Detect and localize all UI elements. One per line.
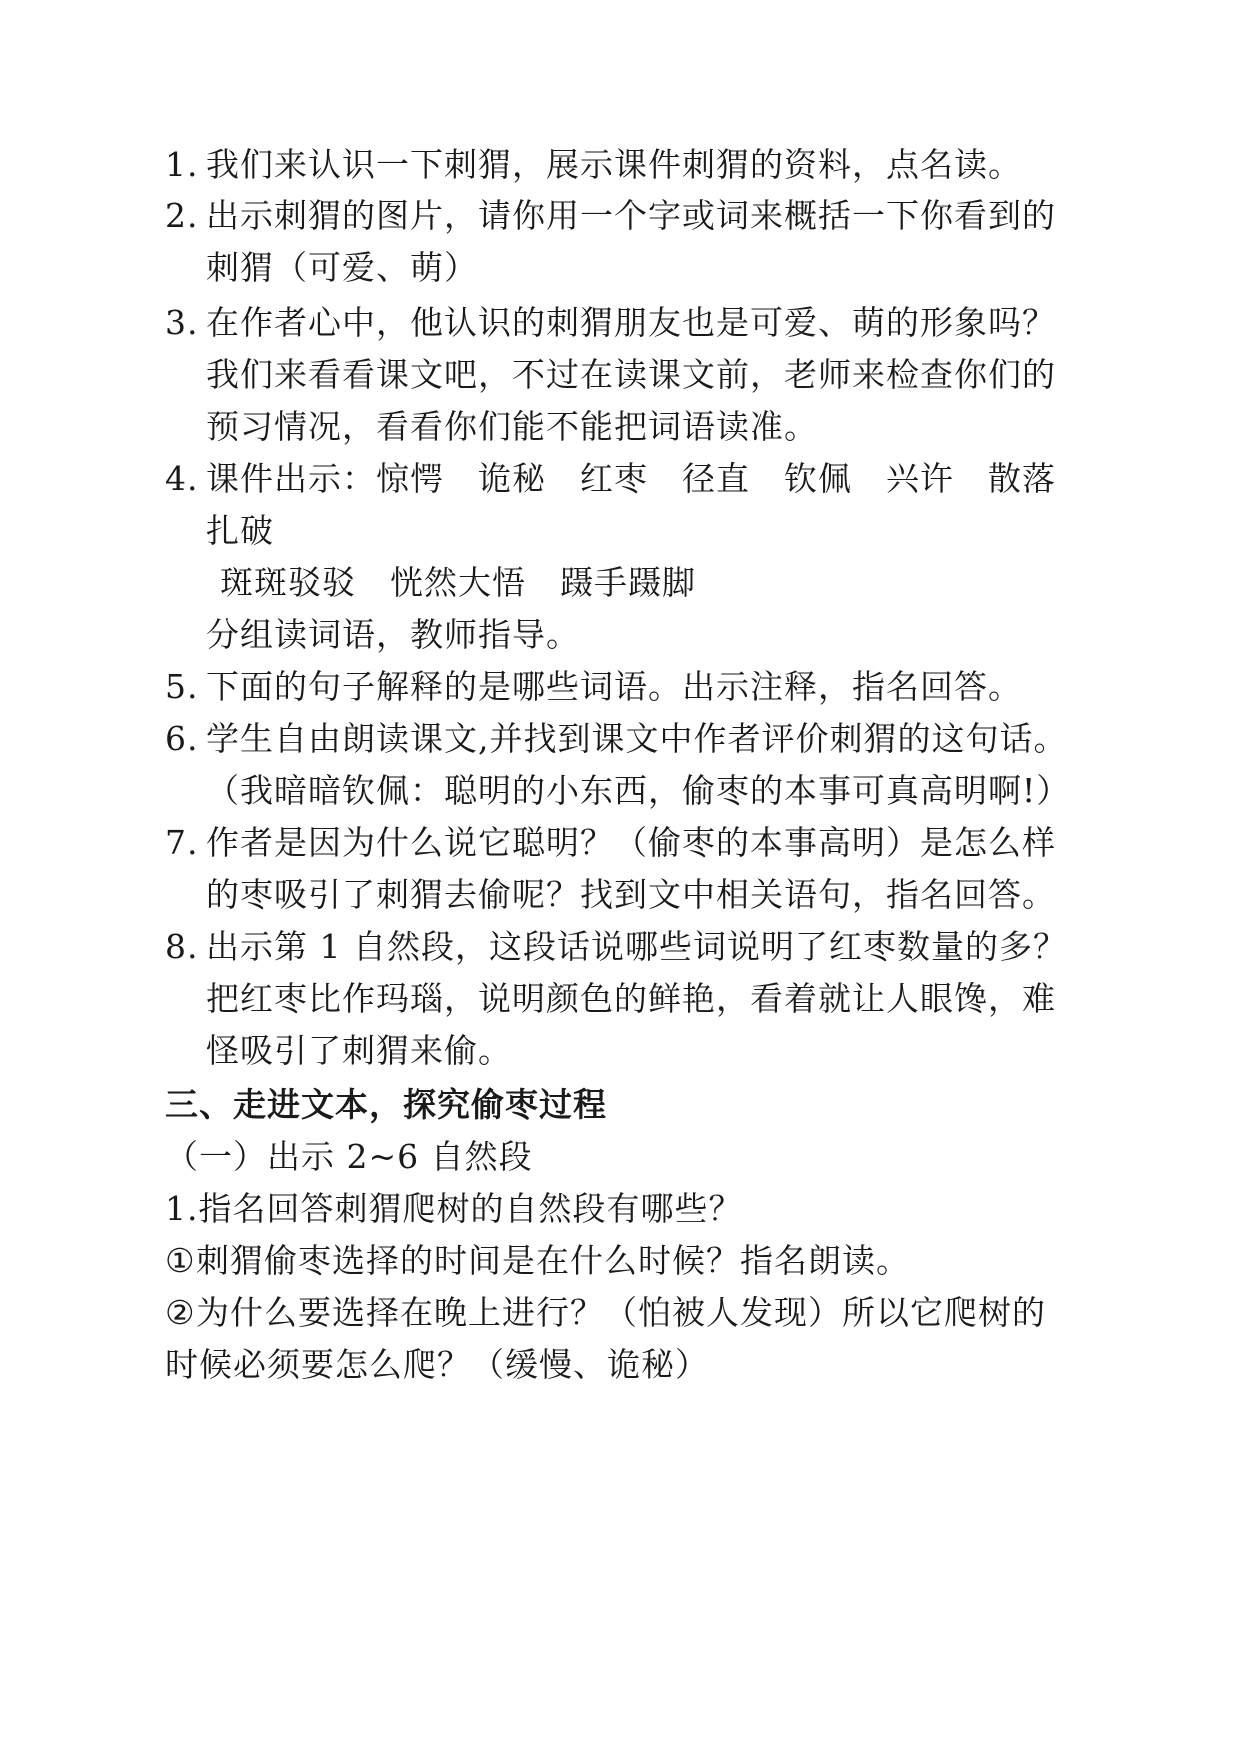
list-text: 学生自由朗读课文,并找到课文中作者评价刺猬的这句话。: [206, 719, 1068, 758]
list-item-3: [165, 303, 1056, 343]
list-text: 作者是因为什么说它聪明？（偷枣的本事高明）是怎么样: [206, 823, 1056, 862]
circled-number: ②: [165, 1293, 196, 1332]
sub-question-text: 为什么要选择在晚上进行？（怕被人发现）所以它爬树的: [196, 1293, 1046, 1332]
sub-question-2: [165, 1293, 1046, 1333]
list-text: 我们来认识一下刺猬，展示课件刺猬的资料，点名读。: [206, 145, 1022, 184]
instruction-line: 分组读词语，教师指导。: [206, 615, 580, 654]
question-1: 1.指名回答刺猬爬树的自然段有哪些？: [165, 1189, 743, 1228]
list-item-1: [165, 145, 1022, 185]
list-text: 在作者心中，他认识的刺猬朋友也是可爱、萌的形象吗？: [206, 303, 1056, 342]
vocab-line: 斑斑驳驳 恍然大悟 蹑手蹑脚: [220, 563, 696, 602]
list-text: 出示刺猬的图片，请你用一个字或词来概括一下你看到的: [206, 196, 1056, 235]
list-number: 1.: [165, 145, 199, 184]
list-text: 课件出示：惊愕 诡秘 红枣 径直 钦佩 兴许 散落: [206, 459, 1056, 498]
sub-question-text: 刺猬偷枣选择的时间是在什么时候？指名朗读。: [196, 1241, 910, 1280]
list-item-8-cont: 把红枣比作玛瑙，说明颜色的鲜艳，看着就让人眼馋，难: [206, 979, 1056, 1018]
sub-question-1: [165, 1241, 910, 1281]
list-item-2-cont: 刺猬（可爱、萌）: [206, 248, 478, 287]
list-item-4-cont: 扎破: [206, 511, 274, 550]
sub-heading: （一）出示 2~6 自然段: [165, 1137, 533, 1176]
list-item-6-cont: （我暗暗钦佩：聪明的小东西，偷枣的本事可真高明啊!）: [206, 771, 1071, 810]
list-text: 出示第 1 自然段，这段话说哪些词说明了红枣数量的多？: [206, 927, 1067, 966]
list-item-4: [165, 459, 1056, 499]
list-item-7-cont: 的枣吸引了刺猬去偷呢？找到文中相关语句，指名回答。: [206, 875, 1056, 914]
list-number: 2.: [165, 196, 199, 235]
list-number: 4.: [165, 459, 199, 498]
list-item-8-cont: 怪吸引了刺猬来偷。: [206, 1031, 512, 1070]
section-heading: 三、走进文本，探究偷枣过程: [165, 1085, 607, 1124]
list-item-6: [165, 719, 1068, 759]
circled-number: ①: [165, 1241, 196, 1280]
list-item-3-cont: 我们来看看课文吧，不过在读课文前，老师来检查你们的: [206, 355, 1056, 394]
list-number: 7.: [165, 823, 199, 862]
list-number: 8.: [165, 927, 199, 966]
list-number: 6.: [165, 719, 199, 758]
list-text: 下面的句子解释的是哪些词语。出示注释，指名回答。: [206, 667, 1022, 706]
list-number: 3.: [165, 303, 199, 342]
list-item-3-cont: 预习情况，看看你们能不能把词语读准。: [206, 407, 818, 446]
list-number: 5.: [165, 667, 199, 706]
list-item-8: [165, 927, 1067, 967]
list-item-2: [165, 196, 1056, 236]
list-item-5: [165, 667, 1022, 707]
sub-question-2-cont: 时候必须要怎么爬？（缓慢、诡秘）: [165, 1345, 709, 1384]
list-item-7: [165, 823, 1056, 863]
